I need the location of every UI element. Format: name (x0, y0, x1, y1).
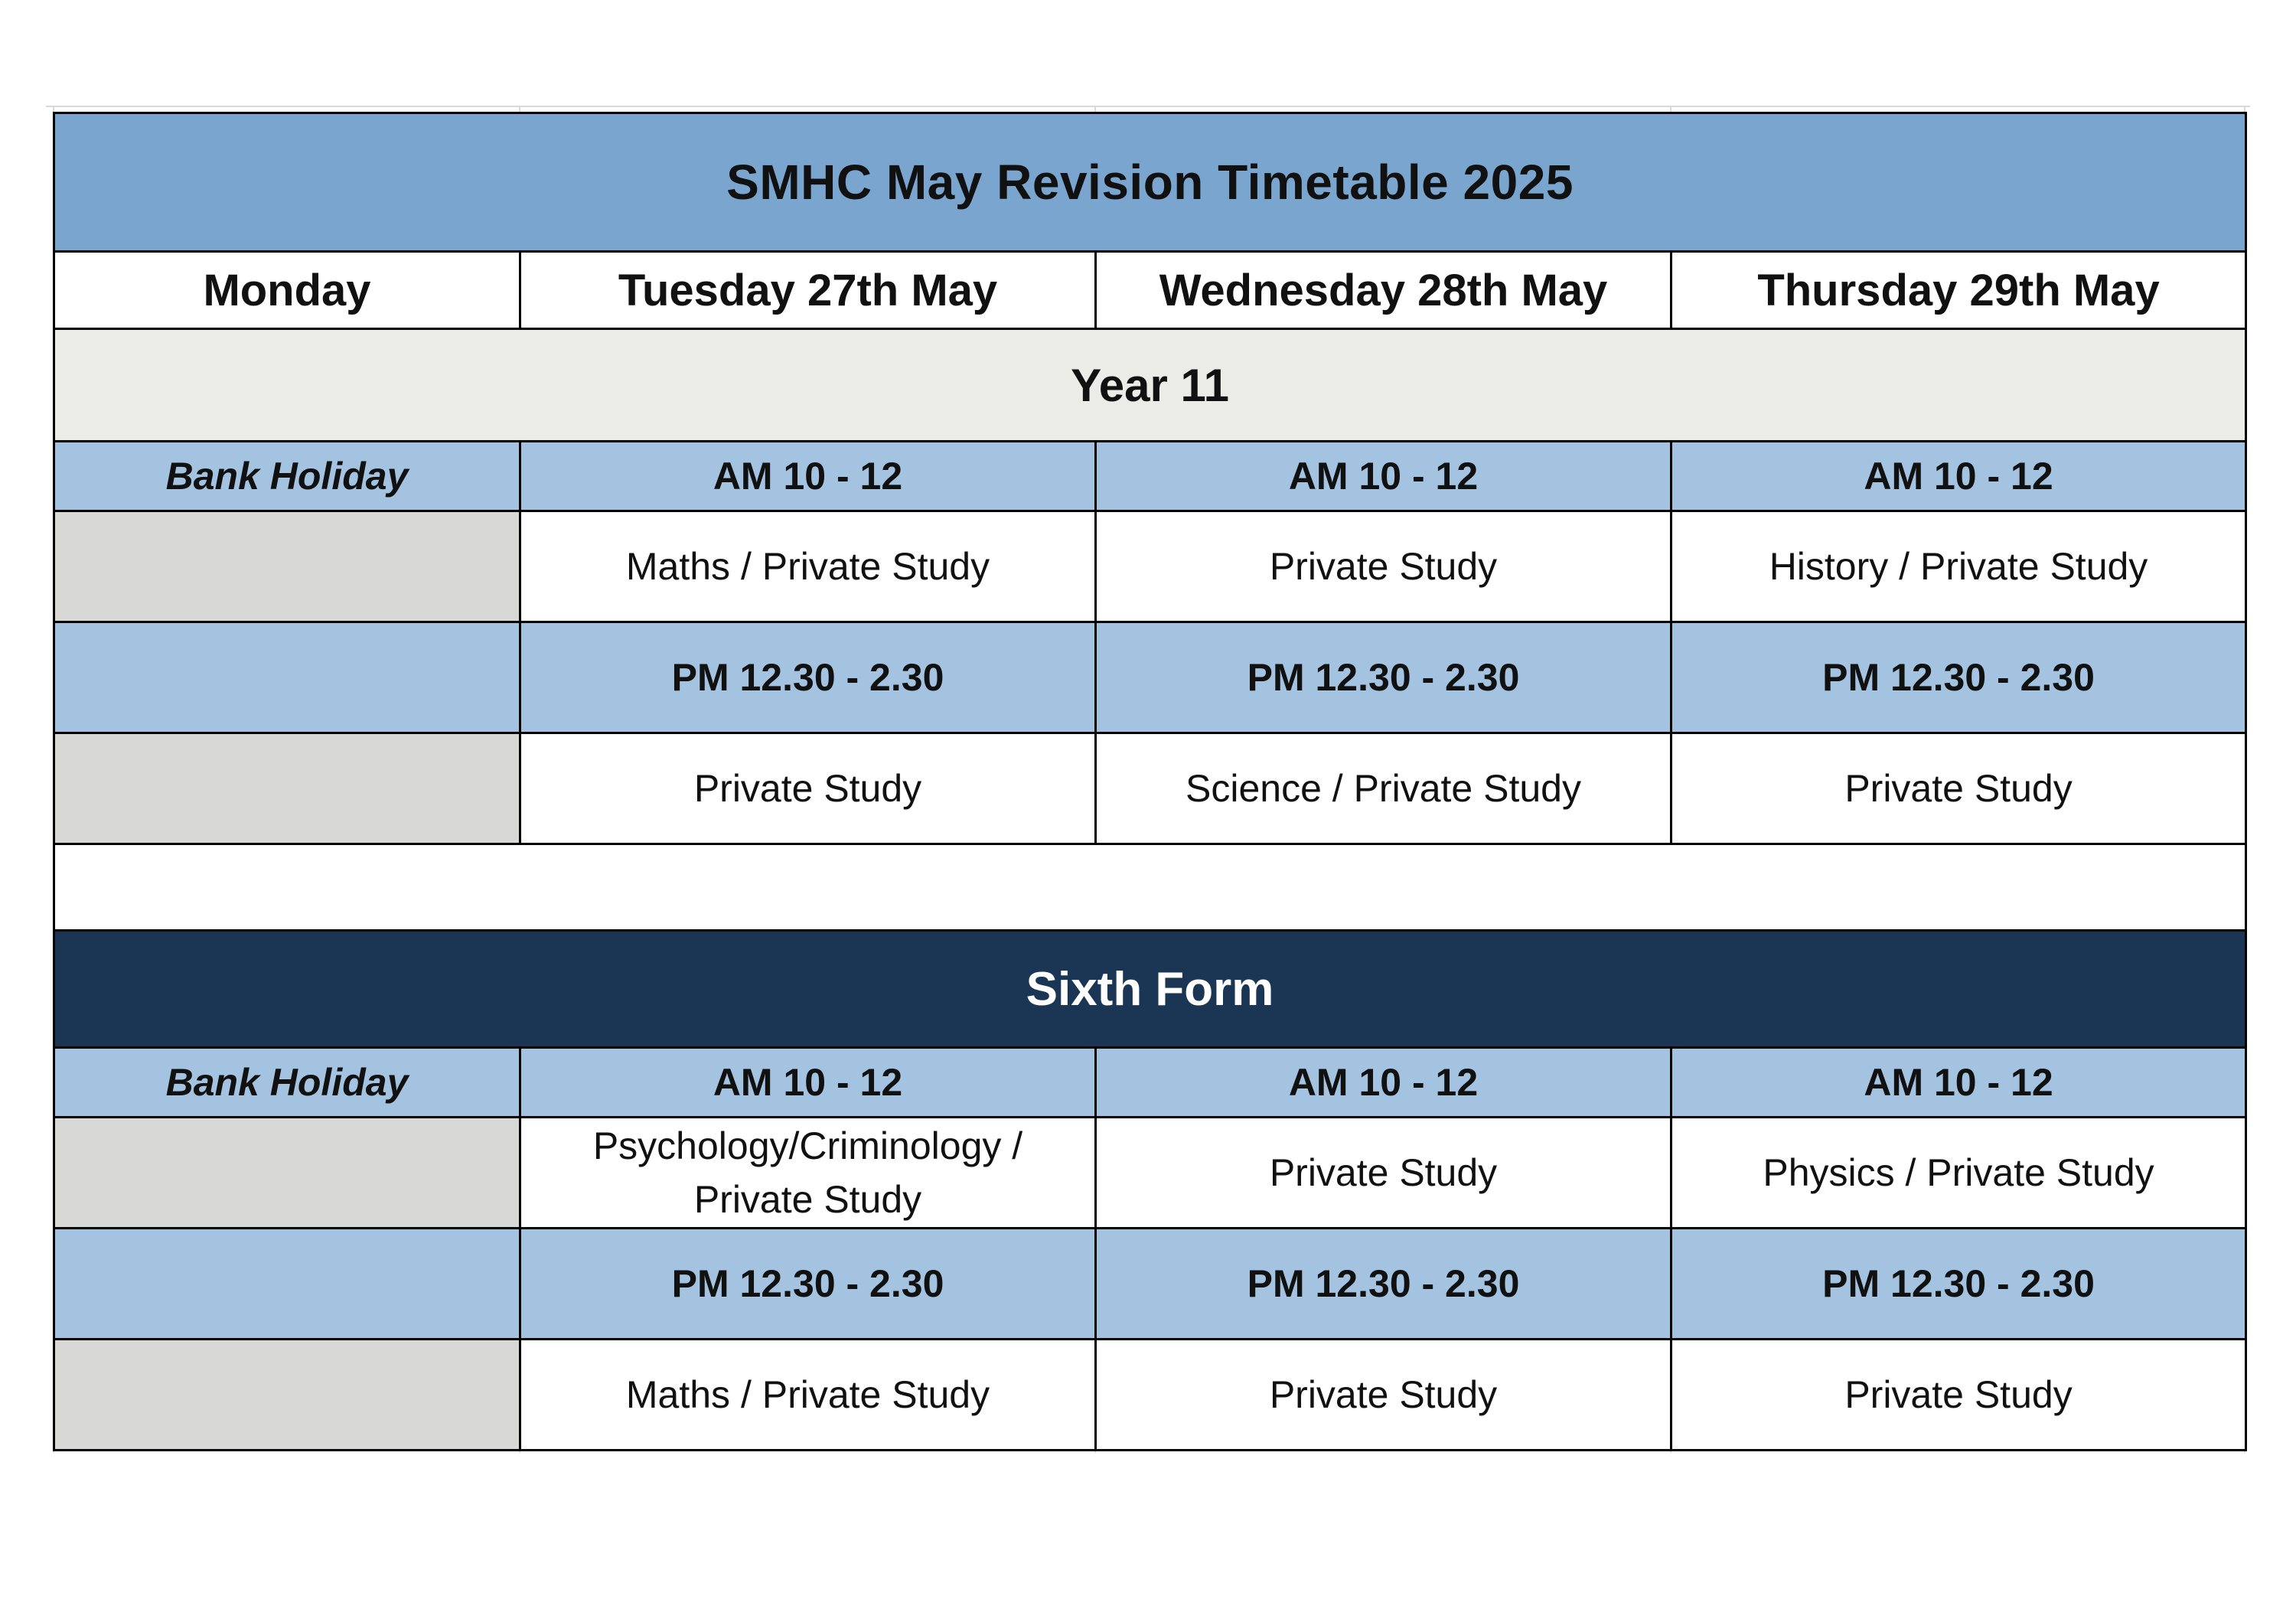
day-header-monday: Monday (54, 252, 520, 329)
sixth-form-am-subject-thursday: Physics / Private Study (1671, 1118, 2246, 1229)
sixth-form-pm-subject-tuesday: Maths / Private Study (520, 1340, 1096, 1451)
sixth-form-monday-blank-cell (54, 1340, 520, 1451)
sixth-form-pm-subject-row (54, 1340, 2246, 1451)
year-11-am-slot-thursday: AM 10 - 12 (1671, 442, 2246, 511)
year-11-pm-slot-wednesday: PM 12.30 - 2.30 (1096, 622, 1671, 733)
sixth-form-pm-slot-thursday: PM 12.30 - 2.30 (1671, 1229, 2246, 1340)
year-11-monday-blank-cell (54, 733, 520, 844)
year-11-monday-blank-cell (54, 511, 520, 622)
sixth-form-am-slot-thursday: AM 10 - 12 (1671, 1048, 2246, 1118)
sixth-form-pm-subject-wednesday: Private Study (1096, 1340, 1671, 1451)
year-11-pm-slot-tuesday: PM 12.30 - 2.30 (520, 622, 1096, 733)
year-11-pm-subject-tuesday: Private Study (520, 733, 1096, 844)
sixth-form-pm-slot-tuesday: PM 12.30 - 2.30 (520, 1229, 1096, 1340)
sixth-form-am-subject-tuesday: Psychology/Criminology / Private Study (520, 1118, 1096, 1229)
sixth-form-am-subject-wednesday: Private Study (1096, 1118, 1671, 1229)
year-11-am-slot-wednesday: AM 10 - 12 (1096, 442, 1671, 511)
section-spacer (54, 844, 2246, 931)
day-header-row (54, 252, 2246, 329)
year-11-bank-holiday: Bank Holiday (54, 442, 520, 511)
section-header-year-11 (54, 329, 2246, 442)
section-title-year-11: Year 11 (54, 329, 2246, 442)
sixth-form-monday-blank-slot (54, 1229, 520, 1340)
section-title-sixth-form: Sixth Form (54, 931, 2246, 1048)
sixth-form-am-slot-wednesday: AM 10 - 12 (1096, 1048, 1671, 1118)
day-header-tuesday: Tuesday 27th May (520, 252, 1096, 329)
sixth-form-am-slot-tuesday: AM 10 - 12 (520, 1048, 1096, 1118)
year-11-pm-subject-wednesday: Science / Private Study (1096, 733, 1671, 844)
year-11-am-subject-thursday: History / Private Study (1671, 511, 2246, 622)
year-11-am-subject-row (54, 511, 2246, 622)
day-header-wednesday: Wednesday 28th May (1096, 252, 1671, 329)
sixth-form-bank-holiday: Bank Holiday (54, 1048, 520, 1118)
day-header-thursday: Thursday 29th May (1671, 252, 2246, 329)
revision-timetable (53, 112, 2247, 1451)
sixth-form-pm-slot-row (54, 1229, 2246, 1340)
year-11-pm-slot-row (54, 622, 2246, 733)
year-11-pm-slot-thursday: PM 12.30 - 2.30 (1671, 622, 2246, 733)
sixth-form-monday-blank-cell (54, 1118, 520, 1229)
section-header-sixth-form (54, 931, 2246, 1048)
sixth-form-am-slot-row (54, 1048, 2246, 1118)
sixth-form-pm-slot-wednesday: PM 12.30 - 2.30 (1096, 1229, 1671, 1340)
year-11-am-slot-tuesday: AM 10 - 12 (520, 442, 1096, 511)
year-11-am-slot-row (54, 442, 2246, 511)
year-11-am-subject-tuesday: Maths / Private Study (520, 511, 1096, 622)
year-11-pm-subject-thursday: Private Study (1671, 733, 2246, 844)
year-11-am-subject-wednesday: Private Study (1096, 511, 1671, 622)
year-11-pm-subject-row (54, 733, 2246, 844)
timetable-title: SMHC May Revision Timetable 2025 (54, 113, 2246, 252)
sheet-gridline (46, 106, 2250, 107)
sixth-form-am-subject-row (54, 1118, 2246, 1229)
title-row (54, 113, 2246, 252)
year-11-monday-blank-slot (54, 622, 520, 733)
sixth-form-pm-subject-thursday: Private Study (1671, 1340, 2246, 1451)
section-spacer-row (54, 844, 2246, 931)
